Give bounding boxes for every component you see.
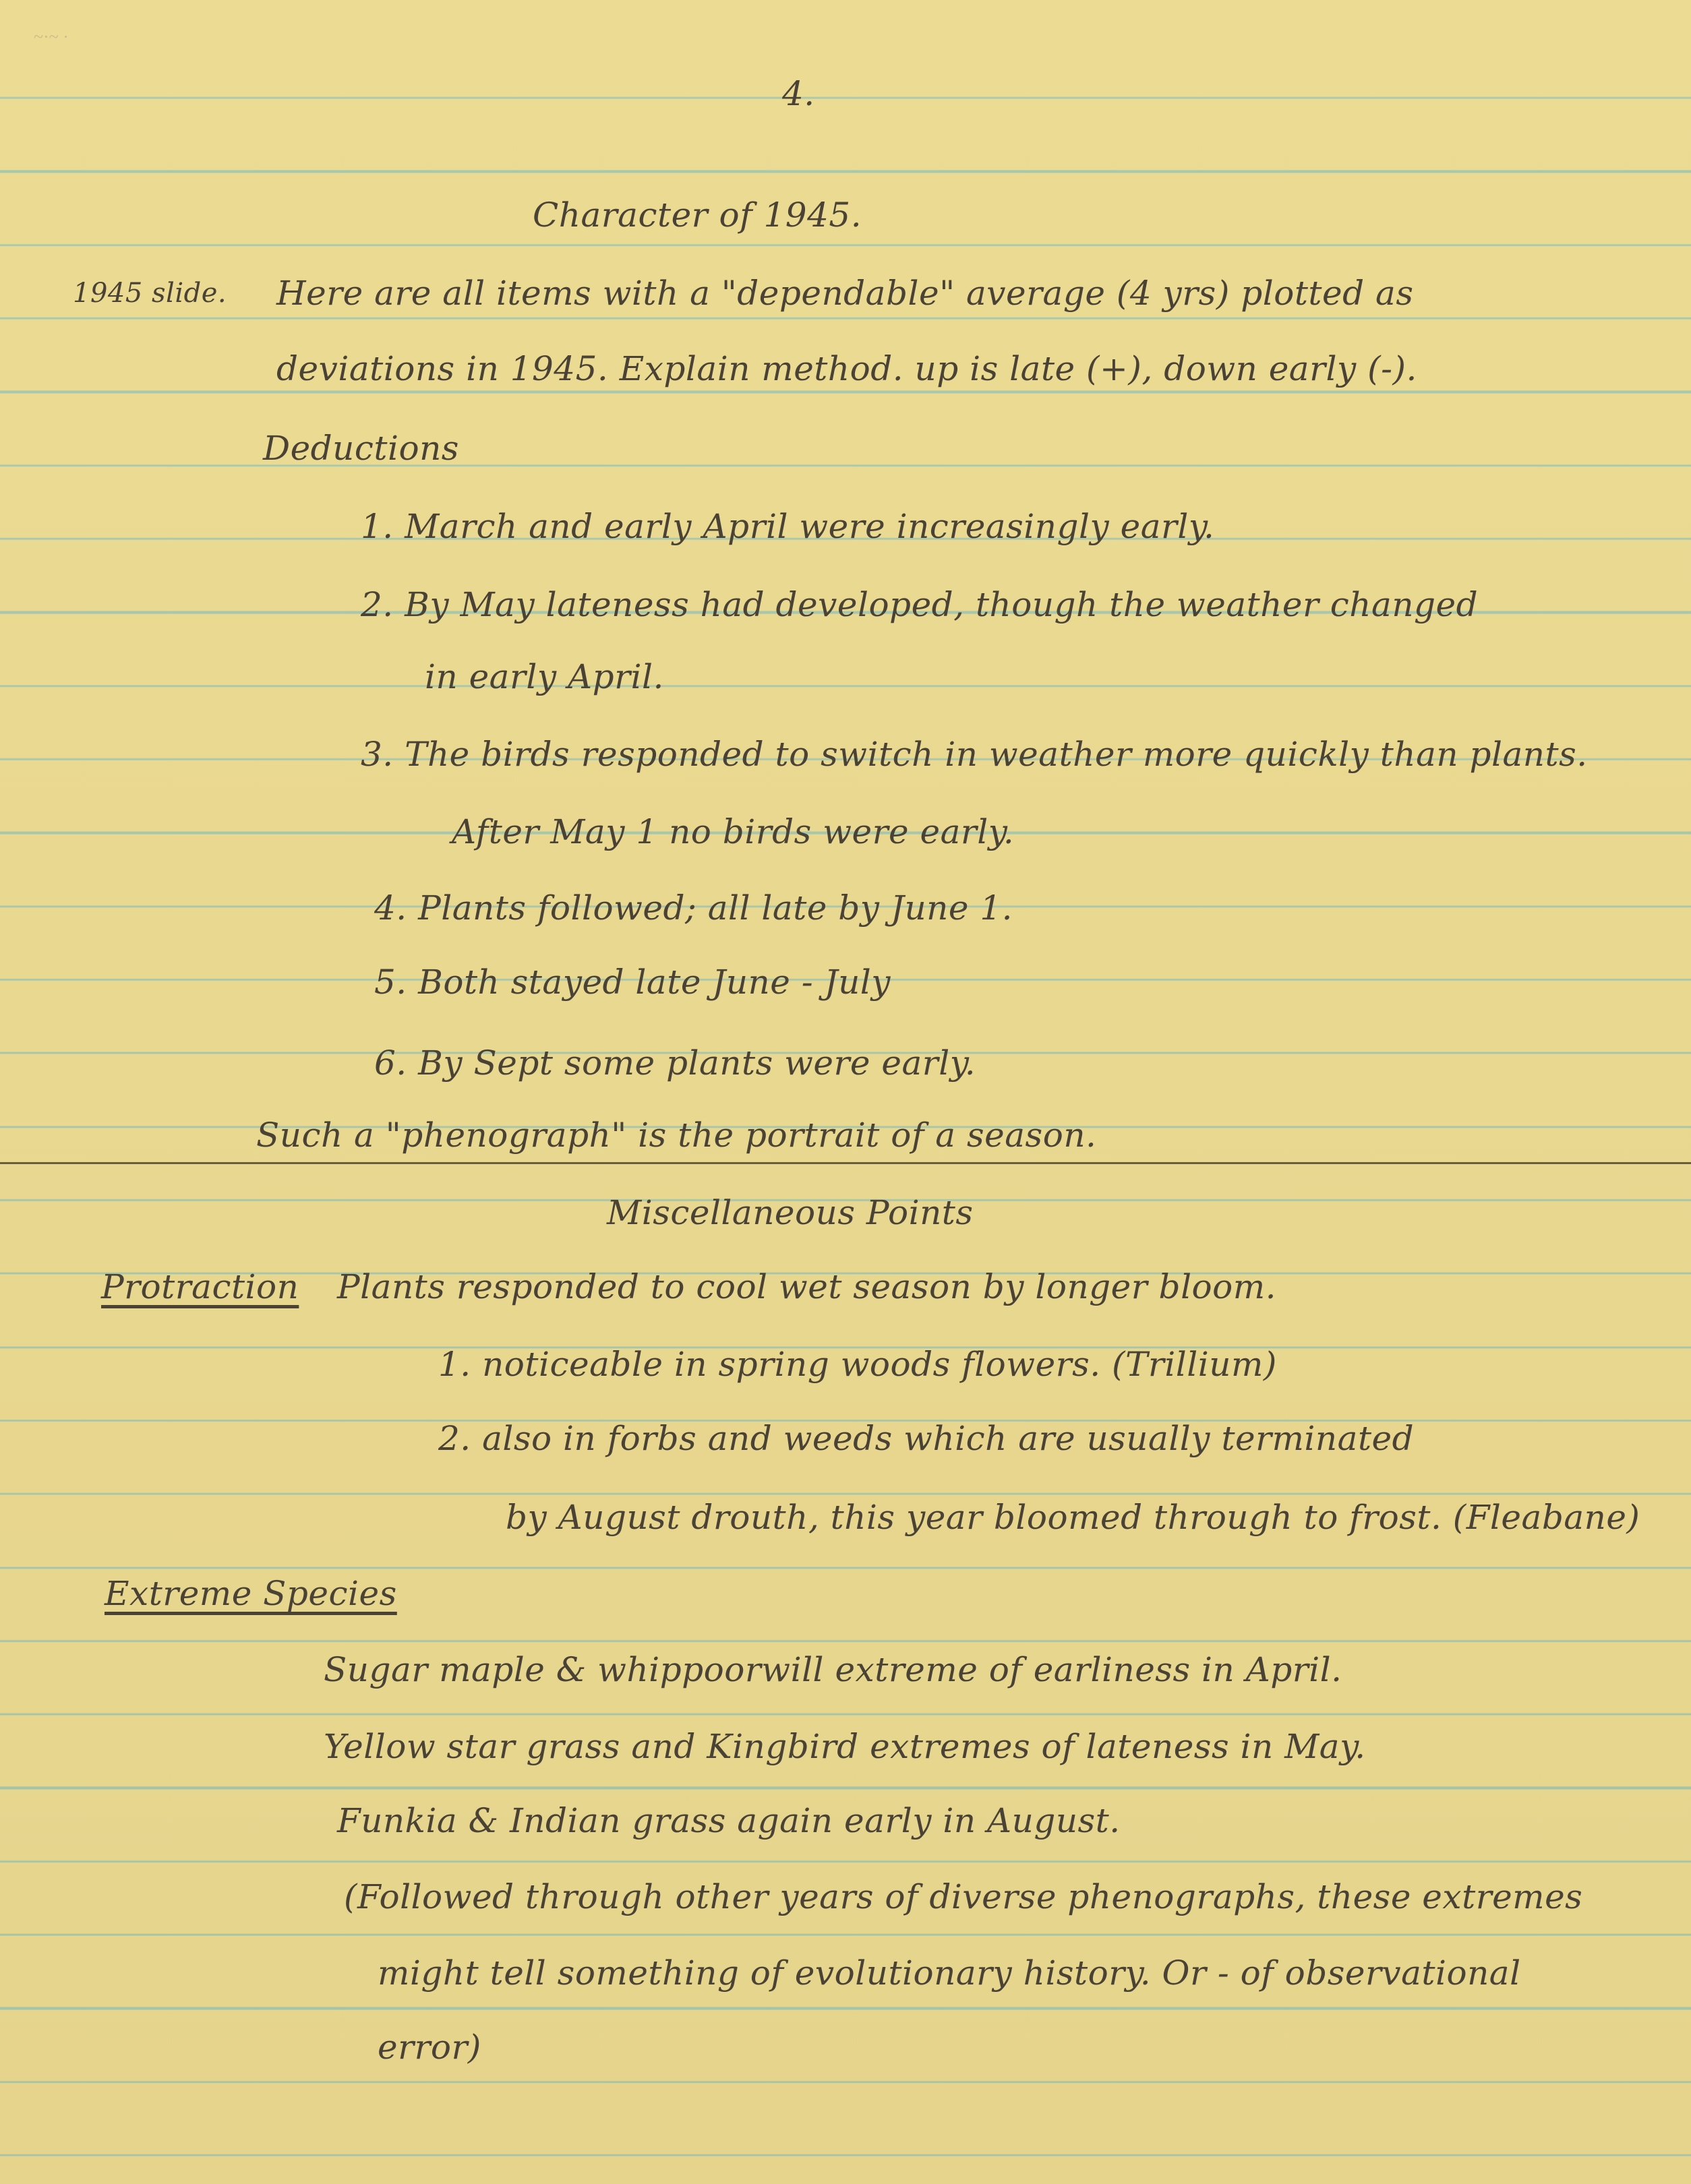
extreme-line: Funkia & Indian grass again early in August. bbox=[337, 1801, 1121, 1840]
protraction-item-2-cont: by August drouth, this year bloomed through to frost. (Fleabane) bbox=[506, 1498, 1640, 1537]
deduction-item: in early April. bbox=[425, 657, 664, 696]
intro-line-1: Here are all items with a "dependable" average (4 yrs) plotted as bbox=[276, 274, 1414, 313]
protraction-item-1: 1. noticeable in spring woods flowers. (Trillium) bbox=[438, 1345, 1277, 1384]
intro-line-2: deviations in 1945. Explain method. up is late (+), down early (-). bbox=[276, 349, 1417, 388]
deduction-item: After May 1 no birds were early. bbox=[452, 812, 1015, 851]
extreme-line: Yellow star grass and Kingbird extremes of lateness in May. bbox=[324, 1727, 1366, 1766]
protraction-label: Protraction bbox=[101, 1267, 299, 1306]
margin-label: 1945 slide. bbox=[73, 278, 227, 309]
deduction-item: 2. By May lateness had developed, though the weather changed bbox=[361, 585, 1479, 624]
extreme-line: Sugar maple & whippoorwill extreme of earliness in April. bbox=[324, 1650, 1342, 1689]
extreme-line: (Followed through other years of diverse phenographs, these extremes bbox=[344, 1877, 1583, 1916]
deduction-item: 3. The birds responded to switch in weather more quickly than plants. bbox=[361, 735, 1588, 774]
extreme-species-label: Extreme Species bbox=[105, 1574, 397, 1613]
section-divider bbox=[0, 1162, 1691, 1164]
deduction-item: 4. Plants followed; all late by June 1. bbox=[374, 888, 1013, 928]
deduction-item: 1. March and early April were increasingly early. bbox=[361, 507, 1215, 546]
phenograph-note: Such a "phenograph" is the portrait of a season. bbox=[256, 1116, 1097, 1155]
extreme-line: error) bbox=[378, 2028, 481, 2067]
page-number: 4. bbox=[782, 74, 815, 113]
deduction-item: 6. By Sept some plants were early. bbox=[374, 1043, 976, 1083]
deductions-heading: Deductions bbox=[263, 429, 459, 468]
page-title: Character of 1945. bbox=[533, 195, 862, 235]
protraction-line-1: Plants responded to cool wet season by longer bloom. bbox=[337, 1267, 1277, 1306]
misc-heading: Miscellaneous Points bbox=[607, 1193, 974, 1232]
faded-corner-mark: ~·~ · bbox=[34, 27, 69, 47]
extreme-line: might tell something of evolutionary history. Or - of observational bbox=[378, 1953, 1521, 1993]
deduction-item: 5. Both stayed late June - July bbox=[374, 963, 891, 1002]
protraction-item-2: 2. also in forbs and weeds which are usually terminated bbox=[438, 1419, 1415, 1458]
